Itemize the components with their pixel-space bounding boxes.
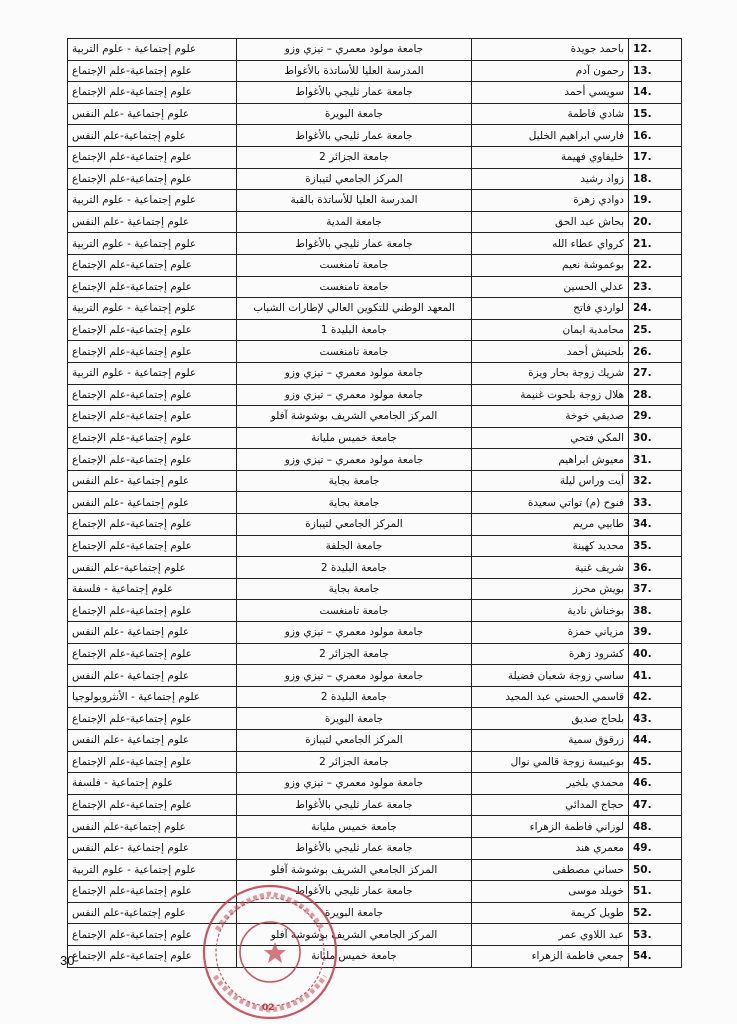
member-name: باحمد جويدة	[472, 39, 629, 61]
row-number: .20	[629, 211, 682, 233]
table-row	[68, 470, 682, 492]
member-name: زرقوق سمية	[472, 730, 629, 752]
row-number: .42	[629, 686, 682, 708]
table-row	[68, 298, 682, 320]
row-number: .37	[629, 578, 682, 600]
member-name: طويل كريمة	[472, 902, 629, 924]
member-institution: جامعة تامنغست	[237, 276, 472, 298]
row-number: .34	[629, 514, 682, 536]
row-number: .32	[629, 470, 682, 492]
member-institution: جامعة الجزائر 2	[237, 751, 472, 773]
table-row	[68, 362, 682, 384]
row-number: .41	[629, 665, 682, 687]
member-specialty: علوم إجتماعية -علم النفس	[68, 211, 237, 233]
member-specialty: علوم إجتماعية-علم النفس	[68, 816, 237, 838]
member-name: رحمون آدم	[472, 60, 629, 82]
member-name: زواد رشيد	[472, 168, 629, 190]
member-specialty: علوم إجتماعية - علوم التربية	[68, 859, 237, 881]
member-specialty: علوم إجتماعية -علم النفس	[68, 492, 237, 514]
row-number: .46	[629, 773, 682, 795]
member-institution: المركز الجامعي لتيبازة	[237, 730, 472, 752]
member-specialty: علوم إجتماعية-علم الإجتماع	[68, 254, 237, 276]
member-name: حجاج المدائي	[472, 794, 629, 816]
member-name: جمعي فاطمة الزهراء	[472, 945, 629, 967]
member-institution: جامعة الجلفة	[237, 535, 472, 557]
row-number: .24	[629, 298, 682, 320]
row-number: .19	[629, 190, 682, 212]
member-specialty: علوم إجتماعية-علم الإجتماع	[68, 168, 237, 190]
member-name: فارسي ابراهيم الخليل	[472, 125, 629, 147]
member-name: سويسي أحمد	[472, 82, 629, 104]
member-specialty: علوم إجتماعية - علوم التربية	[68, 233, 237, 255]
member-specialty: علوم إجتماعية-علم الإجتماع	[68, 406, 237, 428]
member-name: عبد اللاوي عمر	[472, 924, 629, 946]
member-name: خويلد موسى	[472, 881, 629, 903]
table-row	[68, 276, 682, 298]
member-specialty: علوم إجتماعية-علم الإجتماع	[68, 449, 237, 471]
member-institution: جامعة تامنغست	[237, 254, 472, 276]
member-name: معيوش ابراهيم	[472, 449, 629, 471]
member-specialty: علوم إجتماعية-علم النفس	[68, 557, 237, 579]
table-row	[68, 924, 682, 946]
member-institution: جامعة البليدة 2	[237, 557, 472, 579]
member-institution: جامعة مولود معمري – تيزي وزو	[237, 449, 472, 471]
member-specialty: علوم إجتماعية -علم النفس	[68, 103, 237, 125]
member-institution: جامعة البليدة 2	[237, 686, 472, 708]
member-specialty: علوم إجتماعية-علم النفس	[68, 125, 237, 147]
row-number: .53	[629, 924, 682, 946]
member-name: خليفاوي فهيمة	[472, 146, 629, 168]
table-row	[68, 82, 682, 104]
member-specialty: علوم إجتماعية-علم الإجتماع	[68, 319, 237, 341]
row-number: .29	[629, 406, 682, 428]
table-row	[68, 859, 682, 881]
member-name: حساني مصطفى	[472, 859, 629, 881]
member-name: فنوح (م) تواتي سعيدة	[472, 492, 629, 514]
member-institution: جامعة مولود معمري – تيزي وزو	[237, 773, 472, 795]
member-specialty: علوم إجتماعية - فلسفة	[68, 578, 237, 600]
table-row	[68, 730, 682, 752]
member-institution: المركز الجامعي الشريف بوشوشة آفلو	[237, 859, 472, 881]
row-number: .47	[629, 794, 682, 816]
member-specialty: علوم إجتماعية -علم النفس	[68, 730, 237, 752]
table-row	[68, 492, 682, 514]
member-name: محمدي بلخير	[472, 773, 629, 795]
table-row	[68, 168, 682, 190]
row-number: .36	[629, 557, 682, 579]
row-number: .49	[629, 837, 682, 859]
row-number: .54	[629, 945, 682, 967]
member-name: عدلي الحسين	[472, 276, 629, 298]
member-name: قاسمي الحسني عبد المجيد	[472, 686, 629, 708]
table-row	[68, 837, 682, 859]
member-institution: جامعة المدية	[237, 211, 472, 233]
member-institution: المركز الجامعي الشريف بوشوشة آفلو	[237, 406, 472, 428]
row-number: .33	[629, 492, 682, 514]
member-specialty: علوم إجتماعية -علم النفس	[68, 622, 237, 644]
member-name: محديد كهينة	[472, 535, 629, 557]
row-number: .28	[629, 384, 682, 406]
table-row	[68, 427, 682, 449]
row-number: .18	[629, 168, 682, 190]
row-number: .38	[629, 600, 682, 622]
member-institution: جامعة تامنغست	[237, 341, 472, 363]
member-name: بلحاج صديق	[472, 708, 629, 730]
member-name: بوخناش نادية	[472, 600, 629, 622]
member-name: محامدية ايمان	[472, 319, 629, 341]
table-row	[68, 751, 682, 773]
member-specialty: علوم إجتماعية - الأنثروبولوجيا	[68, 686, 237, 708]
member-name: كشرود زهرة	[472, 643, 629, 665]
member-specialty: علوم إجتماعية - علوم التربية	[68, 39, 237, 61]
member-specialty: علوم إجتماعية-علم الإجتماع	[68, 427, 237, 449]
member-institution: جامعة عمار ثليجي بالأغواط	[237, 125, 472, 147]
table-row	[68, 557, 682, 579]
table-row	[68, 945, 682, 967]
table-row	[68, 39, 682, 61]
row-number: .22	[629, 254, 682, 276]
table-row	[68, 211, 682, 233]
member-name: هلال زوجة بلحوت غنيمة	[472, 384, 629, 406]
member-institution: المدرسة العليا للأساتذة بالأغواط	[237, 60, 472, 82]
member-institution: جامعة الجزائر 2	[237, 146, 472, 168]
row-number: .52	[629, 902, 682, 924]
row-number: .31	[629, 449, 682, 471]
member-institution: جامعة مولود معمري – تيزي وزو	[237, 384, 472, 406]
member-name: بلحنيش أحمد	[472, 341, 629, 363]
member-name: كرواي عطاء الله	[472, 233, 629, 255]
member-institution: جامعة عمار ثليجي بالأغواط	[237, 881, 472, 903]
member-specialty: علوم إجتماعية-علم الإجتماع	[68, 60, 237, 82]
member-institution: المركز الجامعي الشريف بوشوشة آفلو	[237, 924, 472, 946]
table-row	[68, 449, 682, 471]
member-specialty: علوم إجتماعية -علم النفس	[68, 470, 237, 492]
table-row	[68, 103, 682, 125]
row-number: .48	[629, 816, 682, 838]
member-institution: جامعة بجاية	[237, 470, 472, 492]
member-specialty: علوم إجتماعية-علم الإجتماع	[68, 384, 237, 406]
table-row	[68, 190, 682, 212]
member-specialty: علوم إجتماعية-علم الإجتماع	[68, 643, 237, 665]
member-name: شريف غنية	[472, 557, 629, 579]
member-institution: جامعة مولود معمري – تيزي وزو	[237, 622, 472, 644]
table-row	[68, 643, 682, 665]
member-specialty: علوم إجتماعية -علم النفس	[68, 665, 237, 687]
member-institution: جامعة البويرة	[237, 103, 472, 125]
table-row	[68, 60, 682, 82]
table-row	[68, 406, 682, 428]
member-name: دوادي زهرة	[472, 190, 629, 212]
member-specialty: علوم إجتماعية-علم الإجتماع	[68, 945, 237, 967]
row-number: .39	[629, 622, 682, 644]
table-row	[68, 686, 682, 708]
table-row	[68, 881, 682, 903]
member-specialty: علوم إجتماعية-علم الإجتماع	[68, 600, 237, 622]
table-row	[68, 341, 682, 363]
member-institution: جامعة عمار ثليجي بالأغواط	[237, 82, 472, 104]
row-number: .43	[629, 708, 682, 730]
member-name: لوزاني فاطمة الزهراء	[472, 816, 629, 838]
member-specialty: علوم إجتماعية-علم الإجتماع	[68, 751, 237, 773]
row-number: .12	[629, 39, 682, 61]
member-specialty: علوم إجتماعية -علم النفس	[68, 837, 237, 859]
members-table-body	[68, 39, 682, 968]
table-row	[68, 600, 682, 622]
row-number: .23	[629, 276, 682, 298]
row-number: .45	[629, 751, 682, 773]
table-row	[68, 816, 682, 838]
row-number: .21	[629, 233, 682, 255]
member-specialty: علوم إجتماعية - علوم التربية	[68, 298, 237, 320]
row-number: .35	[629, 535, 682, 557]
table-row	[68, 794, 682, 816]
member-institution: جامعة بجاية	[237, 492, 472, 514]
member-institution: جامعة البليدة 1	[237, 319, 472, 341]
member-specialty: علوم إجتماعية-علم الإجتماع	[68, 924, 237, 946]
row-number: .40	[629, 643, 682, 665]
row-number: .17	[629, 146, 682, 168]
member-name: شادي فاطمة	[472, 103, 629, 125]
member-institution: جامعة خميس مليانة	[237, 427, 472, 449]
table-row	[68, 125, 682, 147]
member-name: طابيي مريم	[472, 514, 629, 536]
member-institution: المركز الجامعي لتيبازة	[237, 168, 472, 190]
member-specialty: علوم إجتماعية-علم النفس	[68, 902, 237, 924]
row-number: .51	[629, 881, 682, 903]
table-row	[68, 578, 682, 600]
member-name: بوعموشة نعيم	[472, 254, 629, 276]
member-institution: جامعة الجزائر 2	[237, 643, 472, 665]
member-name: أيت وراس ليلة	[472, 470, 629, 492]
member-institution: جامعة البويرة	[237, 902, 472, 924]
member-specialty: علوم إجتماعية-علم الإجتماع	[68, 708, 237, 730]
table-row	[68, 233, 682, 255]
member-specialty: علوم إجتماعية-علم الإجتماع	[68, 881, 237, 903]
table-row	[68, 254, 682, 276]
table-row	[68, 708, 682, 730]
table-row	[68, 514, 682, 536]
table-row	[68, 773, 682, 795]
row-number: .13	[629, 60, 682, 82]
table-row	[68, 319, 682, 341]
member-name: المكي فتحي	[472, 427, 629, 449]
row-number: .30	[629, 427, 682, 449]
member-institution: جامعة عمار ثليجي بالأغواط	[237, 233, 472, 255]
member-institution: جامعة خميس مليانة	[237, 945, 472, 967]
member-institution: جامعة مولود معمري – تيزي وزو	[237, 39, 472, 61]
member-name: بحاش عبد الحق	[472, 211, 629, 233]
table-row	[68, 902, 682, 924]
member-specialty: علوم إجتماعية - علوم التربية	[68, 190, 237, 212]
row-number: .16	[629, 125, 682, 147]
member-name: بويش محرز	[472, 578, 629, 600]
member-name: مزياني حمزة	[472, 622, 629, 644]
table-row	[68, 146, 682, 168]
member-specialty: علوم إجتماعية-علم الإجتماع	[68, 82, 237, 104]
member-institution: جامعة مولود معمري – تيزي وزو	[237, 665, 472, 687]
row-number: .44	[629, 730, 682, 752]
members-table	[67, 38, 682, 968]
member-name: لواردي فاتح	[472, 298, 629, 320]
row-number: .15	[629, 103, 682, 125]
row-number: .25	[629, 319, 682, 341]
member-institution: جامعة بجاية	[237, 578, 472, 600]
member-name: بوعبيسة زوجة قالمي نوال	[472, 751, 629, 773]
member-specialty: علوم إجتماعية-علم الإجتماع	[68, 794, 237, 816]
table-row	[68, 535, 682, 557]
member-institution: المعهد الوطني للتكوين العالي لإطارات الشباب	[237, 298, 472, 320]
member-specialty: علوم إجتماعية-علم الإجتماع	[68, 535, 237, 557]
member-specialty: علوم إجتماعية-علم الإجتماع	[68, 341, 237, 363]
member-institution: جامعة خميس مليانة	[237, 816, 472, 838]
member-specialty: علوم إجتماعية-علم الإجتماع	[68, 146, 237, 168]
member-name: شريك زوجة بحار ويزة	[472, 362, 629, 384]
member-specialty: علوم إجتماعية - علوم التربية	[68, 362, 237, 384]
page-number: 30	[60, 953, 75, 968]
row-number: .50	[629, 859, 682, 881]
row-number: .26	[629, 341, 682, 363]
seal-code: 02	[262, 1003, 275, 1013]
member-specialty: علوم إجتماعية-علم الإجتماع	[68, 276, 237, 298]
member-institution: جامعة مولود معمري – تيزي وزو	[237, 362, 472, 384]
member-institution: المركز الجامعي لتيبازة	[237, 514, 472, 536]
member-institution: جامعة تامنغست	[237, 600, 472, 622]
table-row	[68, 384, 682, 406]
row-number: .27	[629, 362, 682, 384]
member-name: معمري هند	[472, 837, 629, 859]
member-institution: جامعة عمار ثليجي بالأغواط	[237, 794, 472, 816]
member-institution: جامعة البويرة	[237, 708, 472, 730]
member-specialty: علوم إجتماعية-علم الإجتماع	[68, 514, 237, 536]
table-row	[68, 665, 682, 687]
member-institution: جامعة عمار ثليجي بالأغواط	[237, 837, 472, 859]
member-name: صديقي خوخة	[472, 406, 629, 428]
member-name: ساسي زوجة شعبان فضيلة	[472, 665, 629, 687]
member-specialty: علوم إجتماعية - فلسفة	[68, 773, 237, 795]
table-row	[68, 622, 682, 644]
row-number: .14	[629, 82, 682, 104]
member-institution: المدرسة العليا للأساتذة بالقبة	[237, 190, 472, 212]
